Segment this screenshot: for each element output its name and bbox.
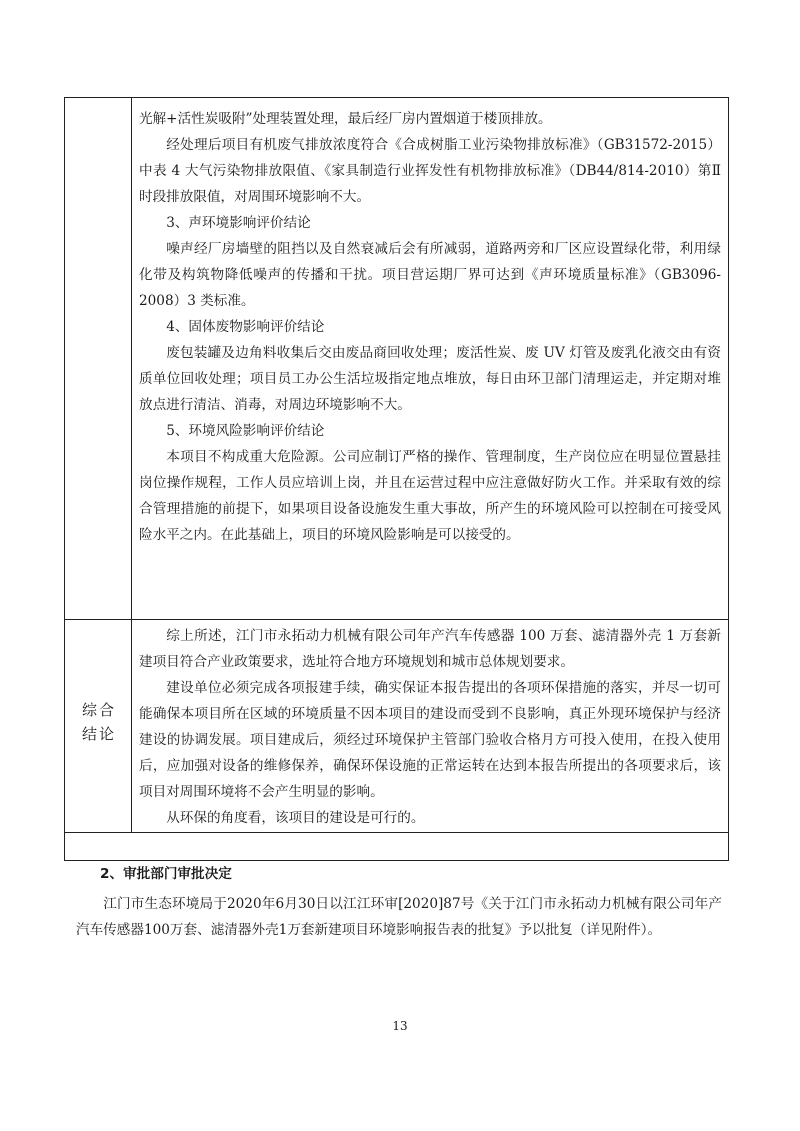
document-table — [64, 97, 729, 861]
paragraph: 废包装罐及边角料收集后交由废品商回收处理；废活性炭、废 UV 灯管及废乳化液交由有资质单位回收处理；项目员工办公生活垃圾指定地点堆放，每日由环卫部门清理运走，并定期对堆放点进行清洁、消毒，对周边环境影响不大。 — [139, 345, 721, 413]
assessment-conclusions-cell — [139, 106, 721, 548]
conclusion-label-line: 结论 — [81, 725, 116, 743]
row-divider — [65, 619, 728, 620]
row-divider — [65, 832, 728, 833]
approval-heading: 2、审批部门审批决定 — [100, 866, 232, 882]
subheading: 4、固体废物影响评价结论 — [166, 319, 325, 335]
subheading: 5、环境风险影响评价结论 — [166, 423, 325, 439]
approval-text: 江门市生态环境局于2020年6月30日以江江环审[2020]87号《关于江门市永拓动力机械有限公司年产汽车传感器100万套、滤清器外壳1万套新建项目环境影响报告表的批复》予以批复（详见附件）。 — [76, 896, 722, 938]
paragraph: 光解+活性炭吸附”处理装置处理，最后经厂房内置烟道于楼顶排放。 — [139, 111, 552, 127]
paragraph: 从环保的角度看，该项目的建设是可行的。 — [166, 810, 425, 826]
column-divider — [131, 98, 132, 619]
paragraph: 建设单位必须完成各项报建手续，确实保证本报告提出的各项环保措施的落实，并尽一切可能确保本项目所在区域的环境质量不因本项目的建设而受到不良影响，真正外现环境保护与经济建设的协调发展。项目建成后，须经过环境保护主管部门验收合格月方可投入使用，在投入使用后，应加强对设备的维修保养，确保环保设施的正常运转在达到本报告所提出的各项要求后，该项目对周围环境将不会产生明显的影响。 — [139, 680, 721, 800]
paragraph: 噪声经厂房墙壁的阻挡以及自然衰减后会有所减弱，道路两旁和厂区应设置绿化带，利用绿化带及构筑物降低噪声的传播和干扰。项目营运期厂界可达到《声环境质量标准》（GB3096-2008）3 类标准。 — [139, 241, 721, 309]
paragraph: 本项目不构成重大危险源。公司应制订严格的操作、管理制度，生产岗位应在明显位置悬挂岗位操作规程，工作人员应培训上岗，并且在运营过程中应注意做好防火工作。并采取有效的综合管理措施的前提下，如果项目设备设施发生重大事故，所产生的环境风险可以控制在可接受风险水平之内。在此基础上，项目的环境风险影响是可以接受的。 — [139, 449, 721, 543]
page-number: 13 — [392, 1019, 408, 1033]
paragraph: 经处理后项目有机废气排放浓度符合《合成树脂工业污染物排放标准》（GB31572-2015）中表 4 大气污染物排放限值、《家具制造行业挥发性有机物排放标准》（DB44/814-2010）第Ⅱ时段排放限值，对周围环境影响不大。 — [139, 137, 721, 205]
conclusion-label — [79, 698, 119, 746]
conclusion-label-line: 综合 — [81, 701, 116, 719]
paragraph: 综上所述，江门市永拓动力机械有限公司年产汽车传感器 100 万套、滤清器外壳 1 万套新建项目符合产业政策要求，选址符合地方环境规划和城市总体规划要求。 — [139, 628, 721, 670]
overall-conclusion-cell — [139, 623, 721, 831]
subheading: 3、声环境影响评价结论 — [166, 215, 311, 231]
column-divider — [131, 619, 132, 832]
